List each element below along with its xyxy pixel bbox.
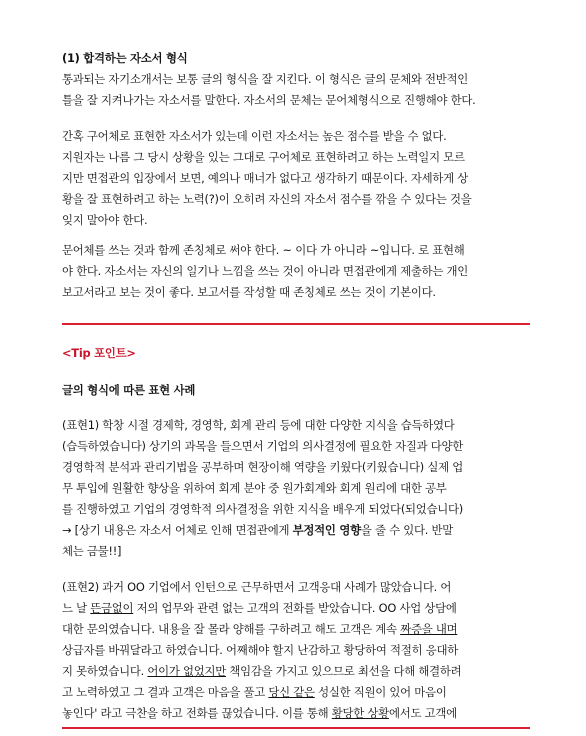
underlined-text: 당신 같은 [268, 685, 315, 699]
paragraph-line: 통과되는 자기소개서는 보통 글의 형식을 잘 지킨다. 이 형식은 글의 문체와 전반적인 [62, 72, 469, 86]
example-line: (습득하였습니다) 상기의 과목을 들으면서 기업의 의사결정에 필요한 자질과 다양한 [62, 439, 463, 453]
note-suffix: 을 줄 수 있다. 반말 [360, 523, 454, 537]
paragraph-line: 잊지 말아야 한다. [62, 213, 148, 227]
note-emphasis: 부정적인 영향 [292, 523, 361, 537]
note-prefix: → [상기 내용은 자소서 어체로 인해 면접관에게 [62, 523, 293, 537]
underlined-text: 어이가 없었지만 [147, 664, 227, 678]
example-line: 경영학적 분석과 관리기법을 공부하며 현장이해 역량을 키웠다(키웠습니다) 실제 업 [62, 460, 463, 474]
note-line: 체는 금물!!] [62, 544, 122, 558]
paragraph-line: 야 한다. 자소서는 자신의 일기나 느낌을 쓰는 것이 아니라 면접관에게 제출하는 개인 [62, 264, 469, 278]
paragraph-line: 지만 면접관의 입장에서 보면, 예의나 매너가 없다고 생각하기 때문이다. 자세하게 상 [62, 171, 469, 185]
example-line [62, 703, 538, 724]
text-run: 성실한 직원이 있어 마음이 [314, 685, 447, 699]
text-run: 대한 문의였습니다. 내용을 잘 몰라 양해를 구하려고 해도 고객은 계속 [62, 622, 401, 636]
underlined-text: 뜬금없이 [90, 601, 134, 615]
paragraph-line: 간혹 구어체로 표현한 자소서가 있는데 이런 자소서는 높은 점수를 받을 수 없다. [62, 129, 447, 143]
text-run: 놓인다' 라고 극찬을 하고 전화를 끊었습니다. 이를 통해 [62, 706, 332, 720]
section-heading: (1) 합격하는 자소서 형식 [62, 51, 188, 65]
section-divider [62, 323, 530, 325]
example-line [62, 661, 538, 682]
paragraph-line: 틀을 잘 지켜나가는 자소서를 말한다. 자소서의 문체는 문어체형식으로 진행해야 한다. [62, 93, 476, 107]
paragraph-line: 문어체를 쓰는 것과 함께 존칭체로 써야 한다. ~ 이다 가 아니라 ~입니다. 로 표현해 [62, 243, 465, 257]
example-line [62, 598, 538, 619]
text-run: 에서도 고객에 [388, 706, 457, 720]
text-run: 책임감을 가지고 있으므로 최선을 다해 해결하려 [226, 664, 462, 678]
example-line [62, 619, 538, 640]
example-line: (표현2) 과거 OO 기업에서 인턴으로 근무하면서 고객응대 사례가 많았습니다. 어 [62, 580, 452, 594]
underlined-text: 짜증을 내며 [400, 622, 458, 636]
bottom-divider [62, 727, 530, 729]
underlined-text: 황당한 상황 [331, 706, 389, 720]
tip-label: <Tip 포인트> [62, 346, 136, 360]
text-run: 고 노력하였고 그 결과 고객은 마음을 풀고 [62, 685, 269, 699]
text-run: 지 못하였습니다. [62, 664, 148, 678]
paragraph-line: 보고서라고 보는 것이 좋다. 보고서를 작성할 때 존칭체로 쓰는 것이 기본이다. [62, 285, 436, 299]
tip-heading: 글의 형식에 따른 표현 사례 [62, 383, 196, 397]
example-line [62, 682, 538, 703]
note-line [62, 520, 538, 541]
example-line: 상급자를 바꿔달라고 하였습니다. 어째해야 할지 난감하고 황당하여 적절히 응대하 [62, 643, 458, 657]
example-line: (표현1) 학창 시절 경제학, 경영학, 회계 관리 등에 대한 다양한 지식을 습득하였다 [62, 418, 455, 432]
text-run: 저의 업무와 관련 없는 고객의 전화를 받았습니다. OO 사업 상담에 [133, 601, 457, 615]
example-line: 무 투입에 원활한 향상을 위하여 회계 분야 중 원가회계와 회계 원리에 대한 공부 [62, 481, 447, 495]
paragraph-line: 지원자는 나름 그 당시 상황을 있는 그대로 구어체로 표현하려고 하는 노력일지 모르 [62, 150, 465, 164]
text-run: 느 날 [62, 601, 91, 615]
example-line: 를 진행하였고 기업의 경영학적 의사결정을 위한 지식을 배우게 되었다(되었습니다) [62, 502, 463, 516]
paragraph-line: 황을 잘 표현하려고 하는 노력(?)이 오히려 자신의 자소서 점수를 깎을 수 있다는 것을 [62, 192, 472, 206]
